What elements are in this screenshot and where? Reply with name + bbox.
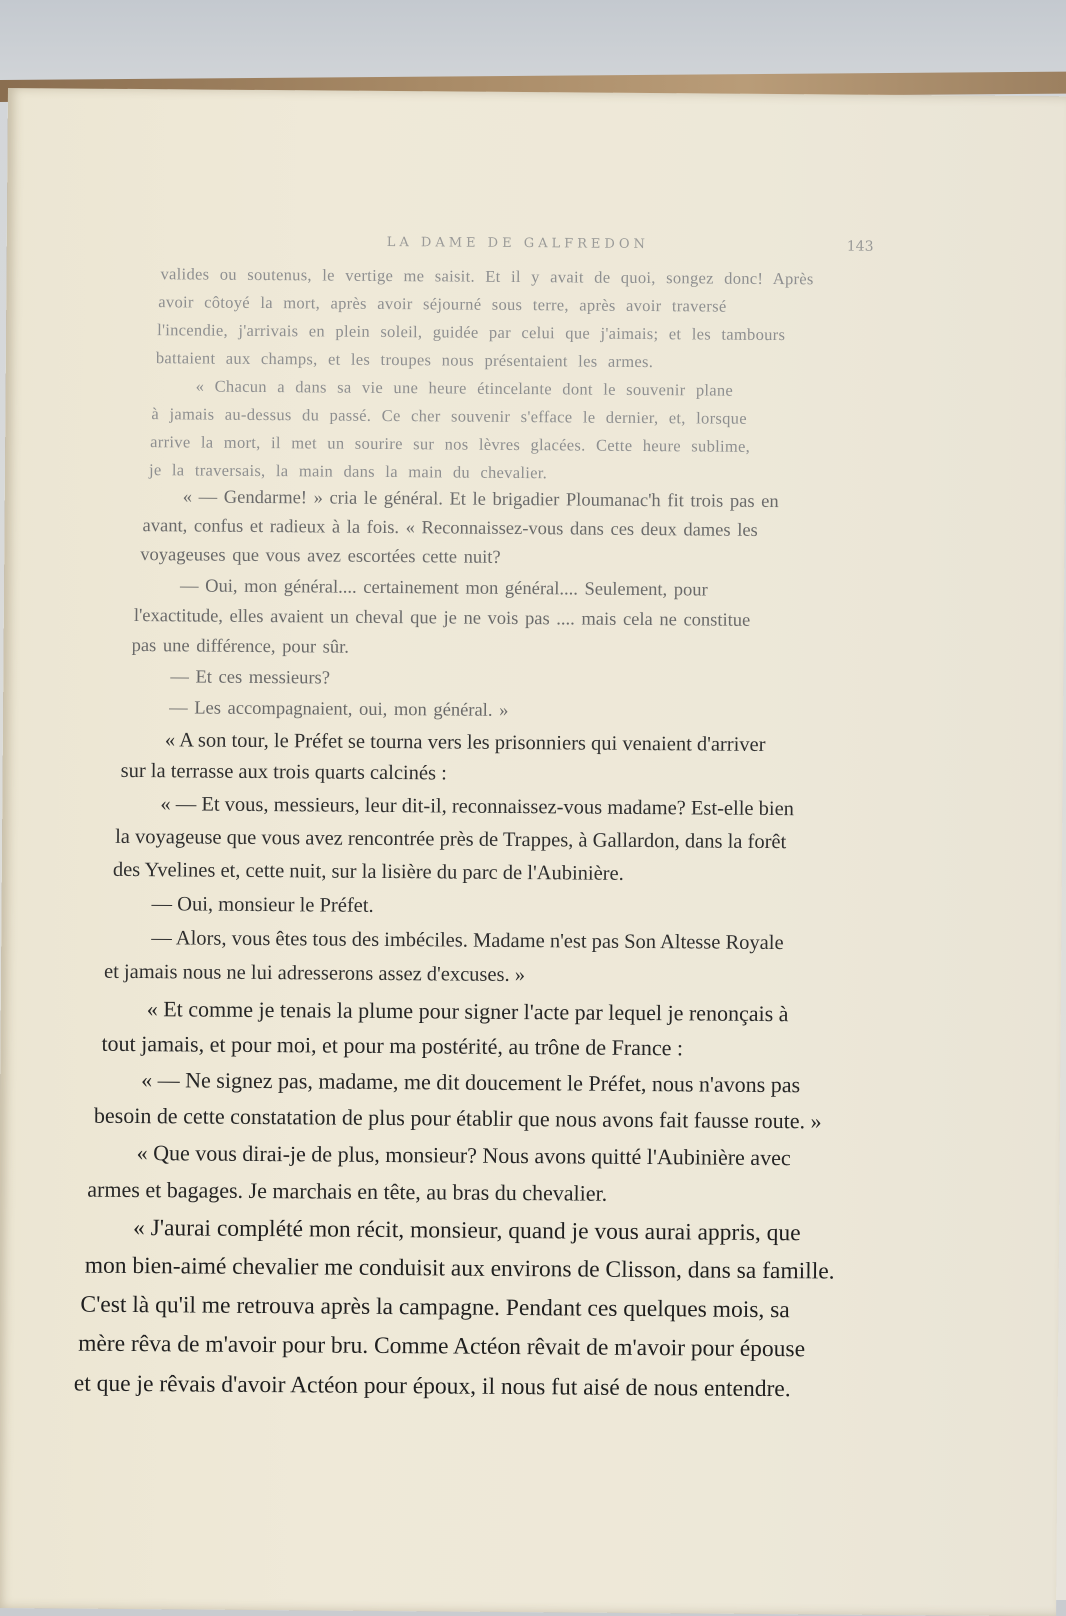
text-line: mon bien-aimé chevalier me conduisit aux environs de Clisson, dans sa famille. bbox=[84, 1252, 835, 1285]
page-number: 143 bbox=[846, 238, 874, 255]
text-line: « — Ne signez pas, madame, me dit doucement le Préfet, nous n'avons pas bbox=[141, 1067, 801, 1098]
text-line: besoin de cette constatation de plus pour établir que nous avons fait fausse route. » bbox=[93, 1102, 822, 1134]
text-line: arrive la mort, il met un sourire sur nos lèvres glacées. Cette heure sublime, bbox=[150, 432, 751, 456]
text-line: sur la terrasse aux trois quarts calcinés : bbox=[120, 759, 447, 785]
book-page bbox=[0, 88, 1066, 1616]
text-line: « J'aurai complété mon récit, monsieur, quand je vous aurai appris, que bbox=[132, 1215, 801, 1247]
text-line: « Et comme je tenais la plume pour signer l'acte par lequel je renonçais à bbox=[146, 996, 789, 1027]
text-line: « Chacun a dans sa vie une heure étincelante dont le souvenir plane bbox=[195, 376, 734, 400]
text-line: — Oui, mon général.... certainement mon général.... Seulement, pour bbox=[180, 576, 708, 601]
text-line: tout jamais, et pour moi, et pour ma postérité, au trône de France : bbox=[101, 1030, 684, 1061]
text-line: la voyageuse que vous avez rencontrée près de Trappes, à Gallardon, dans la forêt bbox=[115, 825, 787, 854]
text-line: mère rêva de m'avoir pour bru. Comme Actéon rêvait de m'avoir pour épouse bbox=[78, 1330, 806, 1363]
text-line: — Alors, vous êtes tous des imbéciles. Madame n'est pas Son Altesse Royale bbox=[151, 927, 784, 955]
text-line: l'exactitude, elles avaient un cheval que je ne vois pas .... mais cela ne constitue bbox=[133, 606, 751, 631]
text-line: armes et bagages. Je marchais en tête, au bras du chevalier. bbox=[87, 1176, 608, 1206]
text-line: des Yvelines et, cette nuit, sur la lisière du parc de l'Aubinière. bbox=[112, 858, 624, 885]
text-line: pas une différence, pour sûr. bbox=[131, 635, 349, 658]
text-line: et jamais nous ne lui adresserons assez d'excuses. » bbox=[103, 960, 526, 987]
text-line: « — Gendarme! » cria le général. Et le brigadier Ploumanac'h fit trois pas en bbox=[182, 487, 779, 513]
text-line: l'incendie, j'arrivais en plein soleil, guidée par celui que j'aimais; et les tambours bbox=[157, 320, 786, 345]
text-line: C'est là qu'il me retrouva après la campagne. Pendant ces quelques mois, sa bbox=[80, 1291, 790, 1324]
text-line: je la traversais, la main dans la main du chevalier. bbox=[148, 460, 548, 483]
text-line: valides ou soutenus, le vertige me saisit. Et il y avait de quoi, songez donc! Après bbox=[160, 264, 814, 289]
text-line: — Les accompagnaient, oui, mon général. » bbox=[169, 698, 509, 721]
text-line: voyageuses que vous avez escortées cette nuit? bbox=[140, 545, 501, 568]
text-line: — Oui, monsieur le Préfet. bbox=[151, 893, 374, 917]
text-line: — Et ces messieurs? bbox=[170, 667, 331, 689]
text-line: avoir côtoyé la mort, après avoir séjourné sous terre, après avoir traversé bbox=[158, 292, 727, 316]
running-head: LA DAME DE GALFREDON bbox=[386, 234, 649, 253]
text-line: à jamais au-dessus du passé. Ce cher souvenir s'efface le dernier, et, lorsque bbox=[151, 404, 747, 428]
text-line: et que je rêvais d'avoir Actéon pour époux, il nous fut aisé de nous entendre. bbox=[73, 1370, 791, 1403]
text-line: « A son tour, le Préfet se tourna vers les prisonniers qui venaient d'arriver bbox=[164, 729, 766, 756]
text-line: « — Et vous, messieurs, leur dit-il, reconnaissez-vous madame? Est-elle bien bbox=[160, 793, 795, 821]
text-line: battaient aux champs, et les troupes nous présentaient les armes. bbox=[155, 348, 654, 372]
text-line: « Que vous dirai-je de plus, monsieur? Nous avons quitté l'Aubinière avec bbox=[136, 1140, 791, 1171]
text-line: avant, confus et radieux à la fois. « Reconnaissez-vous dans ces deux dames les bbox=[142, 516, 758, 541]
